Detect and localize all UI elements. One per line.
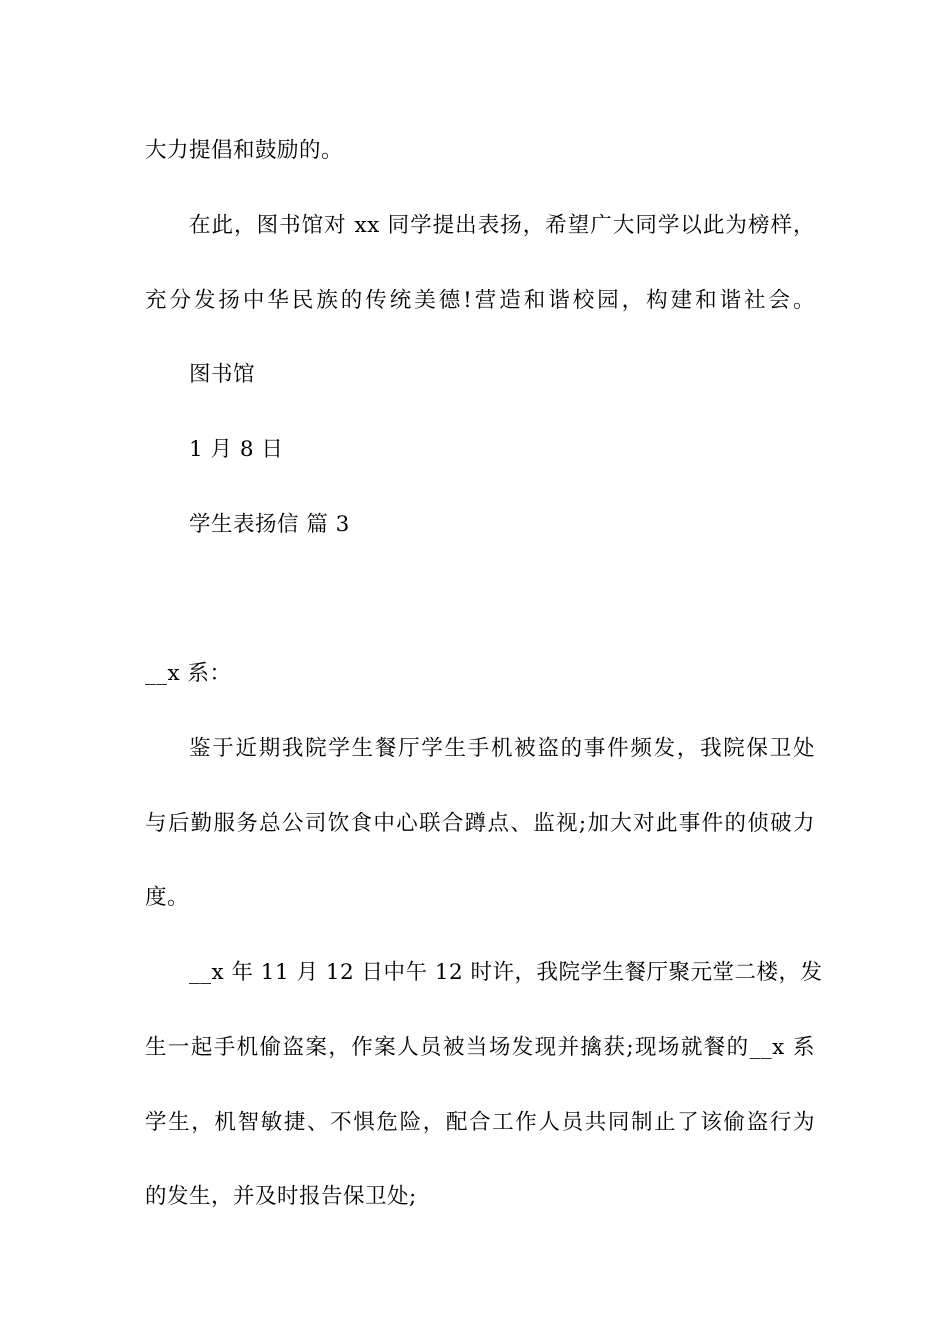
paragraph-line: 鉴于近期我院学生餐厅学生手机被盗的事件频发，我院保卫处 <box>189 736 815 761</box>
signature-org: 图书馆 <box>189 362 256 387</box>
section-title: 学生表扬信 篇 3 <box>189 512 350 537</box>
paragraph-line: __x 年 11 月 12 日中午 12 时许，我院学生餐厅聚元堂二楼，发 <box>189 960 823 985</box>
paragraph-line: 充分发扬中华民族的传统美德!营造和谐校园，构建和谐社会。 <box>145 288 815 313</box>
paragraph-line: 生一起手机偷盗案，作案人员被当场发现并擒获;现场就餐的__x 系 <box>145 1035 815 1060</box>
salutation: __x 系： <box>145 661 232 686</box>
paragraph-line: 学生，机智敏捷、不惧危险，配合工作人员共同制止了该偷盗行为 <box>145 1110 815 1135</box>
signature-date: 1 月 8 日 <box>189 437 284 462</box>
paragraph-line: 大力提倡和鼓励的。 <box>145 138 344 163</box>
paragraph-line: 的发生，并及时报告保卫处; <box>145 1184 417 1209</box>
paragraph-line: 在此，图书馆对 xx 同学提出表扬，希望广大同学以此为榜样， <box>189 213 815 238</box>
paragraph-line: 度。 <box>145 885 190 910</box>
paragraph-line: 与后勤服务总公司饮食中心联合蹲点、监视;加大对此事件的侦破力 <box>145 811 815 836</box>
